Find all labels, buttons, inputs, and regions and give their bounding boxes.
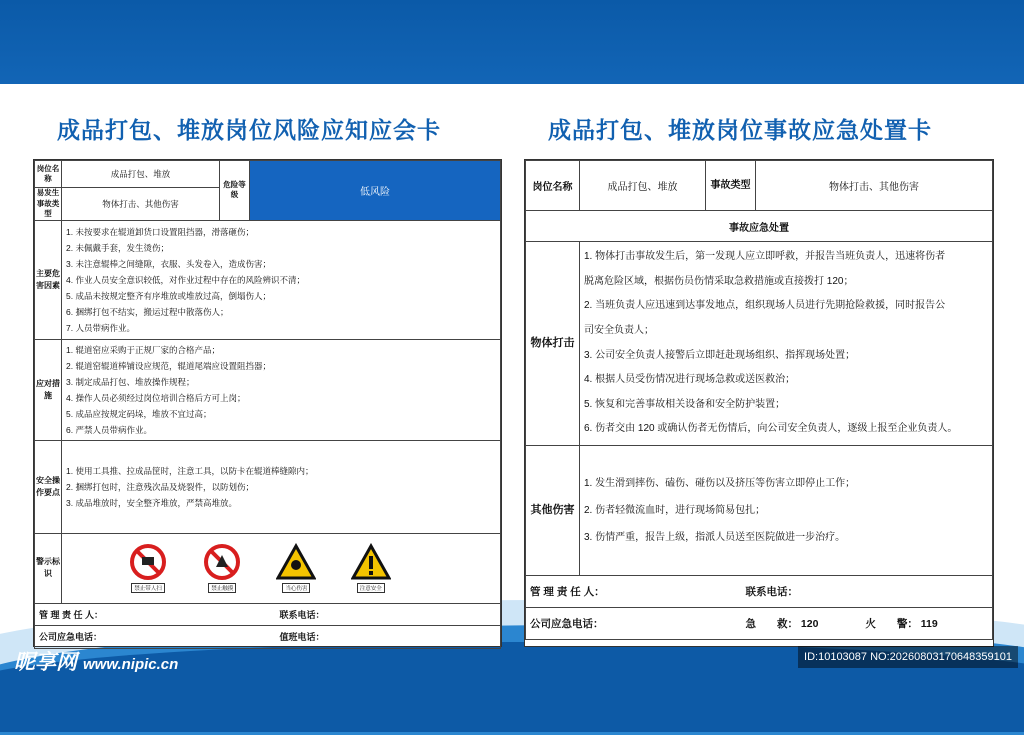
danger-level-label: 危险等级 bbox=[220, 161, 250, 221]
hazards-list bbox=[62, 220, 501, 339]
list-item: 1. 发生滑到摔伤、磕伤、碰伤以及挤压等伤害立即停止工作； bbox=[584, 478, 856, 489]
sign-caption: 当心伤害 bbox=[282, 583, 310, 593]
accident-type-value: 物体打击、其他伤害 bbox=[756, 161, 993, 211]
list-item: 3. 伤情严重，报告上级，指派人员送至医院做进一步治疗。 bbox=[584, 532, 846, 543]
sign-no-operation-2 bbox=[196, 543, 248, 593]
accident-type-label: 事故类型 bbox=[706, 161, 756, 211]
sign-caution-2 bbox=[345, 543, 397, 593]
risk-knowledge-card bbox=[33, 159, 502, 647]
fire-label: 火 警： bbox=[865, 618, 918, 630]
list-item: 1. 使用工具推、拉成品筐时，注意工具，以防卡在辊道棒缝隙内； bbox=[66, 465, 314, 476]
list-item: 5. 成品未按规定整齐有序堆放或堆放过高，倒塌伤人； bbox=[66, 290, 271, 301]
emergency-phone-label: 公司应急电话： bbox=[35, 625, 220, 648]
no-operation-icon bbox=[200, 543, 244, 581]
emergency-response-card bbox=[524, 159, 994, 647]
list-item: 2. 伤者轻微流血时，进行现场简易包扎； bbox=[584, 505, 766, 516]
accident-type-label: 易发生事故类型 bbox=[35, 188, 62, 221]
first-aid-label: 急 救： bbox=[745, 618, 798, 630]
list-item: 3. 公司安全负责人接警后立即赶赴现场组织、指挥现场处置； bbox=[584, 349, 856, 361]
accident-type-value: 物体打击、其他伤害 bbox=[62, 188, 220, 221]
contact-label: 联系电话： bbox=[220, 603, 501, 625]
duty-phone-label: 值班电话： bbox=[220, 625, 501, 648]
list-item: 4. 作业人员安全意识较低，对作业过程中存在的风险辨识不清； bbox=[66, 274, 305, 285]
manager-label: 管 理 责 任 人： bbox=[526, 576, 706, 608]
other-injury-steps bbox=[580, 446, 993, 576]
post-name-value: 成品打包、堆放 bbox=[580, 161, 706, 211]
left-card-title: 成品打包、堆放岗位风险应知应会卡 bbox=[57, 117, 441, 143]
right-card-title: 成品打包、堆放岗位事故应急处置卡 bbox=[548, 117, 932, 143]
list-item: 3. 未注意辊棒之间缝隙，衣服、头发卷入，造成伤害； bbox=[66, 258, 271, 269]
caution-icon bbox=[349, 543, 393, 581]
list-item: 1. 辊道窑应采购于正规厂家的合格产品； bbox=[66, 344, 220, 355]
manager-label: 管 理 责 任 人： bbox=[35, 603, 220, 625]
watermark-logo-text: 昵享网 bbox=[14, 651, 77, 674]
section-title: 事故应急处置 bbox=[526, 211, 993, 242]
post-name-label: 岗位名称 bbox=[526, 161, 580, 211]
caution-icon bbox=[274, 543, 318, 581]
danger-level-value: 低风险 bbox=[250, 161, 501, 221]
list-item: 2. 当班负责人应迅速到达事发地点，组织现场人员进行先期抢险救援，同时报告公 bbox=[584, 300, 946, 312]
list-item: 3. 制定成品打包、堆放操作规程； bbox=[66, 376, 195, 387]
list-item: 司安全负责人； bbox=[584, 324, 654, 336]
list-item: 1. 未按要求在辊道卸货口设置阻挡器，滑落砸伤； bbox=[66, 226, 254, 237]
watermark-logo bbox=[14, 646, 178, 676]
warning-signs bbox=[62, 533, 501, 603]
emergency-phone-label: 公司应急电话： bbox=[526, 608, 706, 640]
list-item: 脱离危险区域，根据伤员伤情采取急救措施或直接拨打 120； bbox=[584, 275, 854, 287]
list-item: 5. 成品应按规定码垛，堆放不宜过高； bbox=[66, 408, 212, 419]
list-item: 4. 根据人员受伤情况进行现场急救或送医救治； bbox=[584, 374, 796, 386]
list-item: 6. 伤者交由 120 或确认伤者无伤情后，向公司安全负责人，逐级上报至企业负责人。 bbox=[584, 423, 958, 435]
measures-list bbox=[62, 339, 501, 440]
no-operation-icon bbox=[126, 543, 170, 581]
post-name-label: 岗位名称 bbox=[35, 161, 62, 188]
sign-no-operation-1 bbox=[122, 543, 174, 593]
sign-caution-1 bbox=[270, 543, 322, 593]
object-strike-steps bbox=[580, 242, 993, 446]
contact-label: 联系电话： bbox=[706, 576, 993, 608]
watermark-url: www.nipic.cn bbox=[83, 656, 179, 673]
first-aid-number: 120 bbox=[800, 618, 819, 630]
fire-number: 119 bbox=[920, 618, 938, 630]
list-item: 2. 辊道窑辊道棒铺设应规范，辊道尾端应设置阻挡器； bbox=[66, 360, 271, 371]
list-item: 3. 成品堆放时，安全整齐堆放，严禁高堆放。 bbox=[66, 497, 237, 508]
emergency-numbers bbox=[706, 608, 993, 640]
list-item: 2. 未佩戴手套，发生烫伤； bbox=[66, 242, 169, 253]
list-item: 4. 操作人员必须经过岗位培训合格后方可上岗； bbox=[66, 392, 246, 403]
section-label-warning: 警示标识 bbox=[35, 533, 62, 603]
sign-caption: 注意安全 bbox=[357, 583, 385, 593]
category-object-strike: 物体打击 bbox=[526, 242, 580, 446]
sign-caption: 禁止触摸 bbox=[208, 583, 236, 593]
section-label-measures: 应对措施 bbox=[35, 339, 62, 440]
sign-caption: 禁止带人扫 bbox=[131, 583, 165, 593]
list-item: 2. 捆绑打包时，注意残次品及烧裂件，以防划伤； bbox=[66, 481, 254, 492]
list-item: 5. 恢复和完善事故相关设备和安全防护装置； bbox=[584, 398, 786, 410]
list-item: 6. 严禁人员带病作业。 bbox=[66, 424, 152, 435]
watermark-id: ID:10103087 NO:20260803170648359101 bbox=[798, 646, 1018, 668]
list-item: 1. 物体打击事故发生后，第一发现人应立即呼救，并报告当班负责人，迅速将伤者 bbox=[584, 251, 946, 263]
category-other-injury: 其他伤害 bbox=[526, 446, 580, 576]
post-name-value: 成品打包、堆放 bbox=[62, 161, 220, 188]
section-label-operation: 安全操作要点 bbox=[35, 440, 62, 533]
list-item: 7. 人员带病作业。 bbox=[66, 322, 135, 333]
list-item: 6. 捆绑打包不结实，搬运过程中散落伤人； bbox=[66, 306, 229, 317]
operation-list bbox=[62, 440, 501, 533]
section-label-hazards: 主要危害因素 bbox=[35, 220, 62, 339]
top-banner bbox=[0, 0, 1024, 84]
